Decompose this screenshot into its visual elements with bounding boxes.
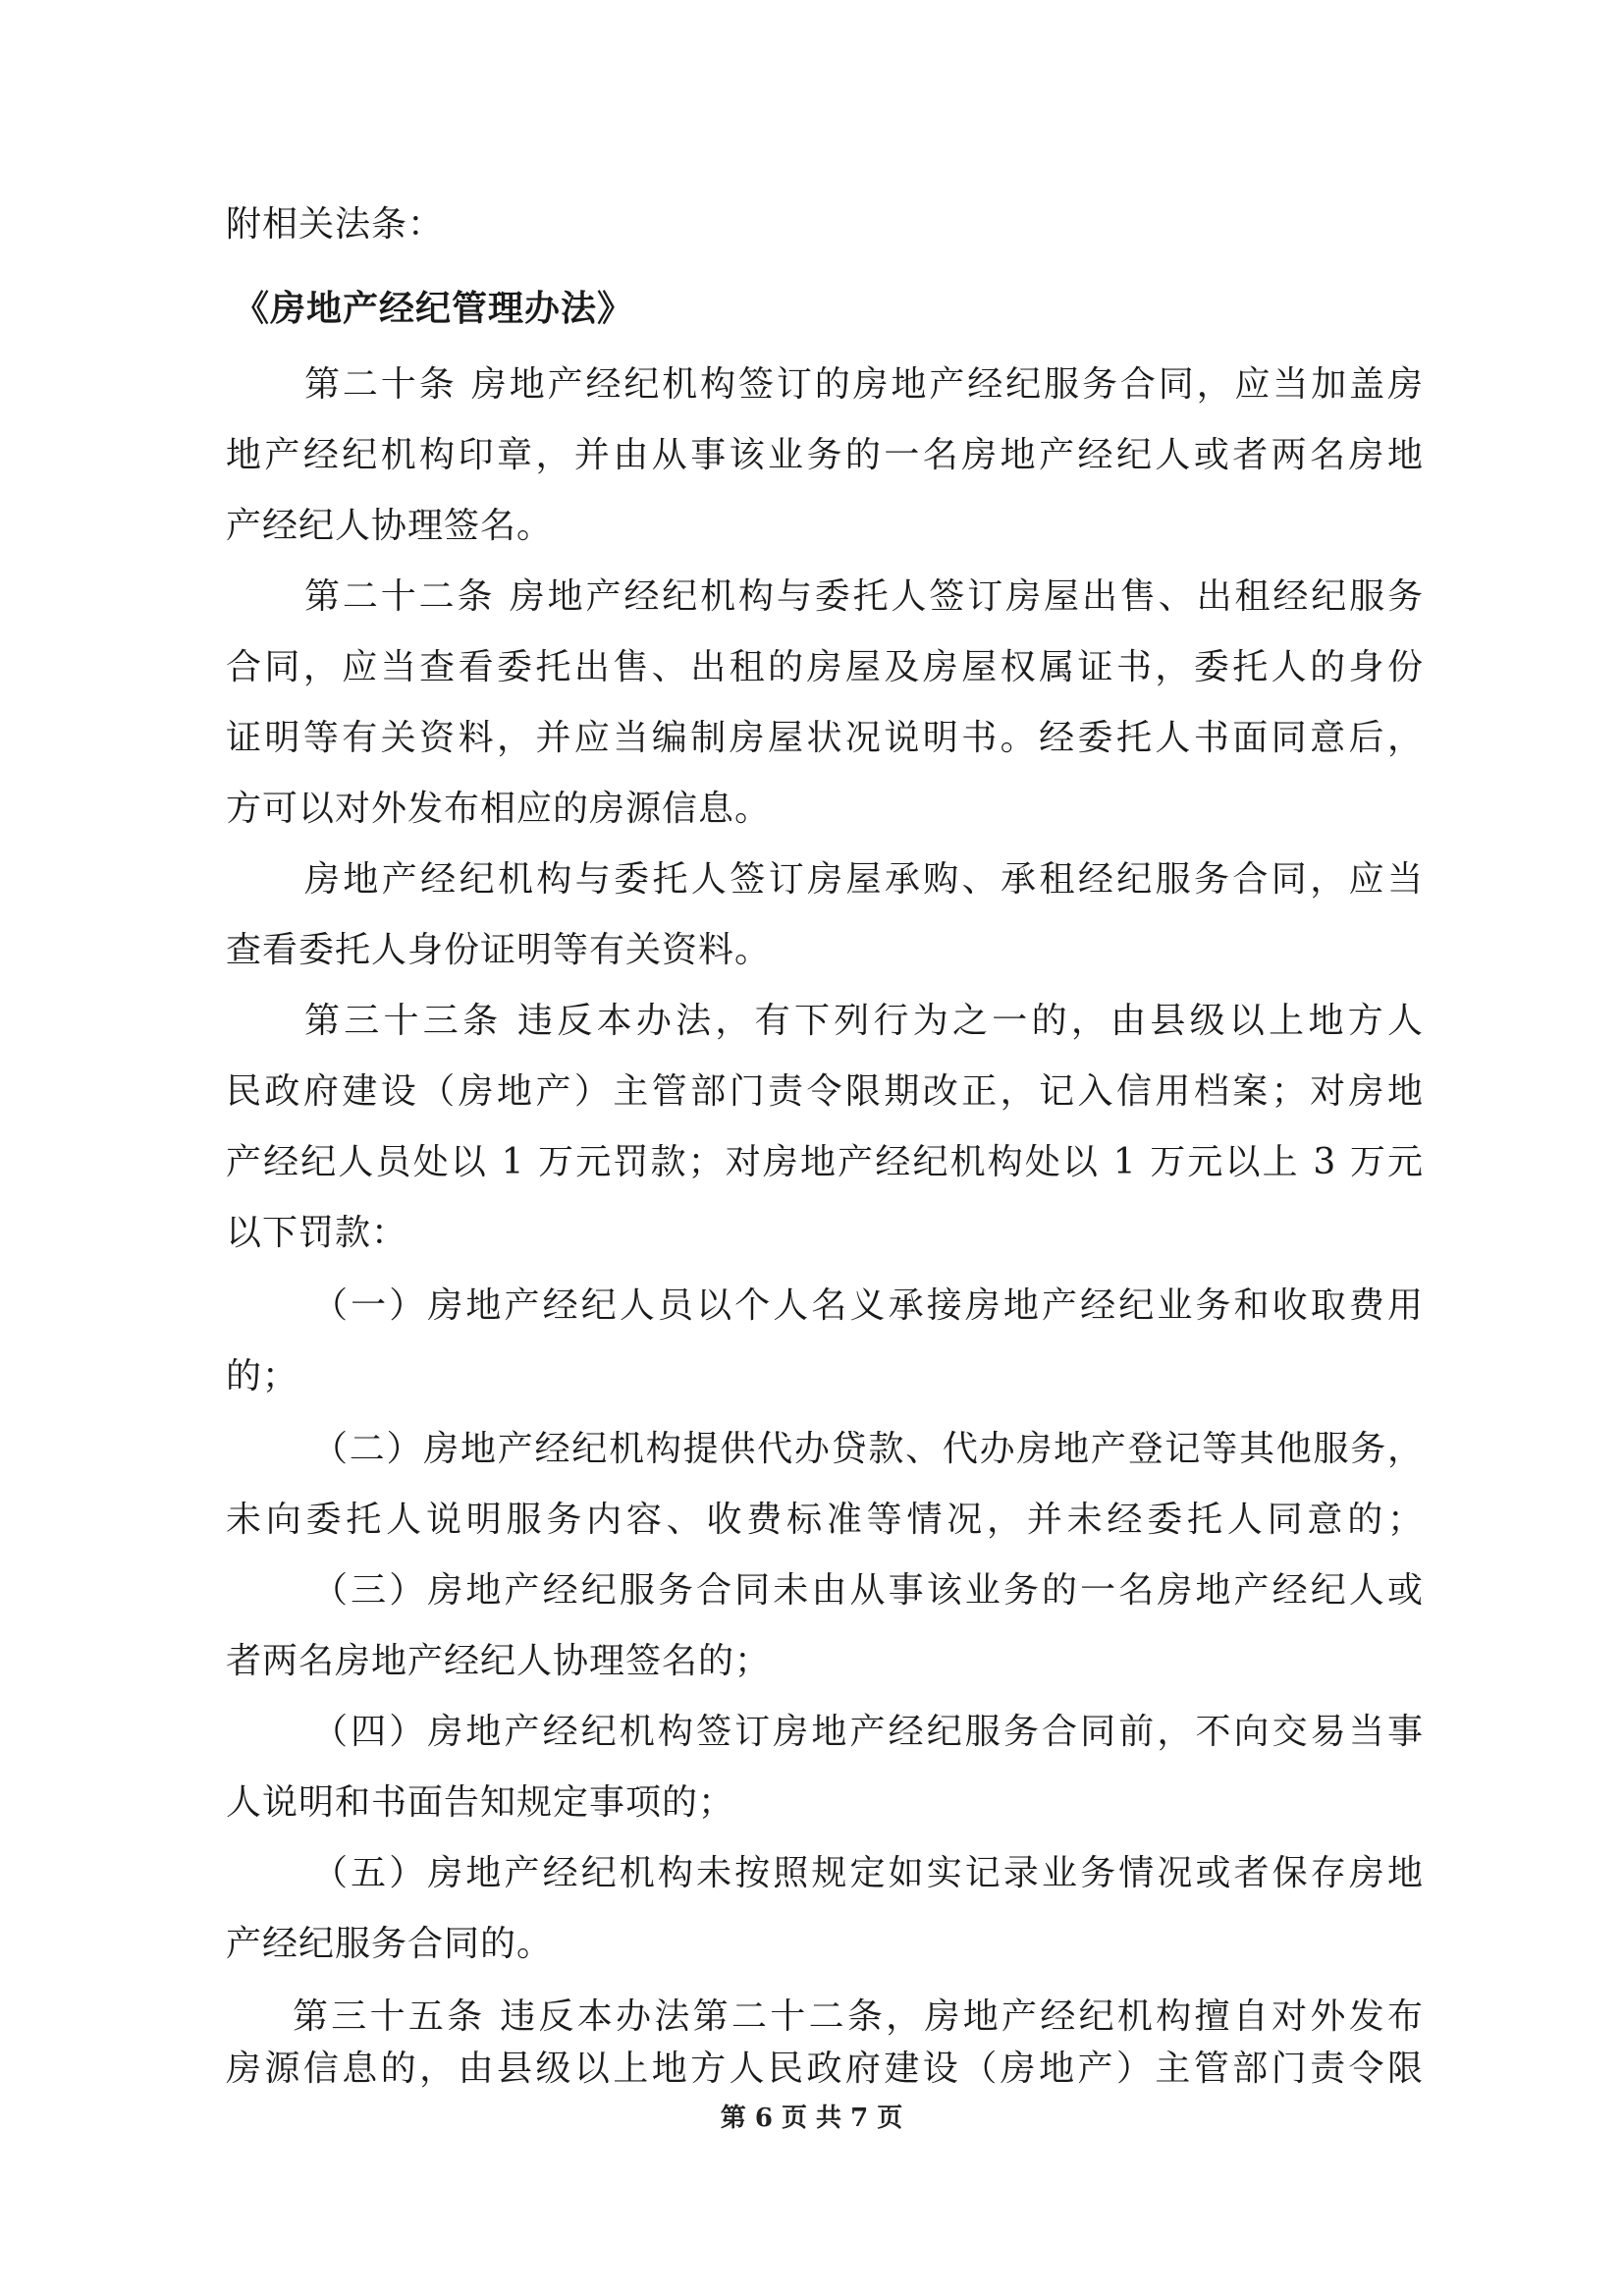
article-35-line-1: 第三十五条 违反本办法第二十二条，房地产经纪机构擅自对外发布 [293,1996,1424,2037]
item-2-line-2: 未向委托人说明服务内容、收费标准等情况，并未经委托人同意的； [226,1500,1424,1540]
article-22-line-2: 合同，应当查看委托出售、出租的房屋及房屋权属证书，委托人的身份 [226,647,1424,687]
article-22-line-3: 证明等有关资料，并应当编制房屋状况说明书。经委托人书面同意后， [226,718,1424,758]
item-4-line-2: 人说明和书面告知规定事项的； [226,1782,735,1823]
intro-label: 附相关法条： [226,204,445,245]
item-4-line-1: （四）房地产经纪机构签订房地产经纪服务合同前，不向交易当事 [312,1712,1424,1752]
item-5-line-2: 产经纪服务合同的。 [226,1924,554,1964]
page-footer: 第 6 页 共 7 页 [720,2104,903,2133]
article-33-line-1: 第三十三条 违反本办法，有下列行为之一的，由县级以上地方人 [304,1001,1424,1041]
article-33-line-2: 民政府建设（房地产）主管部门责令限期改正，记入信用档案；对房地 [226,1071,1424,1112]
article-22-para2-line-1: 房地产经纪机构与委托人签订房屋承购、承租经纪服务合同，应当 [304,859,1424,900]
article-20-line-1: 第二十条 房地产经纪机构签订的房地产经纪服务合同，应当加盖房 [304,364,1424,405]
item-1-line-1: （一）房地产经纪人员以个人名义承接房地产经纪业务和收取费用 [312,1285,1424,1326]
article-33-line-3: 产经纪人员处以 1 万元罚款；对房地产经纪机构处以 1 万元以上 3 万元 [226,1142,1424,1182]
article-20-line-2: 地产经纪机构印章，并由从事该业务的一名房地产经纪人或者两名房地 [226,435,1424,475]
article-22-line-1: 第二十二条 房地产经纪机构与委托人签订房屋出售、出租经纪服务 [304,576,1424,617]
item-3-line-2: 者两名房地产经纪人协理签名的； [226,1641,772,1681]
item-5-line-1: （五）房地产经纪机构未按照规定如实记录业务情况或者保存房地 [312,1853,1424,1893]
article-33-line-4: 以下罚款： [226,1213,408,1253]
law-title: 《房地产经纪管理办法》 [234,288,634,329]
item-1-line-2: 的； [226,1356,299,1396]
article-20-line-3: 产经纪人协理签名。 [226,506,554,546]
article-22-line-4: 方可以对外发布相应的房源信息。 [226,789,772,829]
item-3-line-1: （三）房地产经纪服务合同未由从事该业务的一名房地产经纪人或 [312,1570,1424,1611]
item-2-line-1: （二）房地产经纪机构提供代办贷款、代办房地产登记等其他服务， [312,1429,1424,1469]
article-22-para2-line-2: 查看委托人身份证明等有关资料。 [226,930,772,970]
article-35-line-2: 房源信息的，由县级以上地方人民政府建设（房地产）主管部门责令限 [226,2049,1424,2089]
